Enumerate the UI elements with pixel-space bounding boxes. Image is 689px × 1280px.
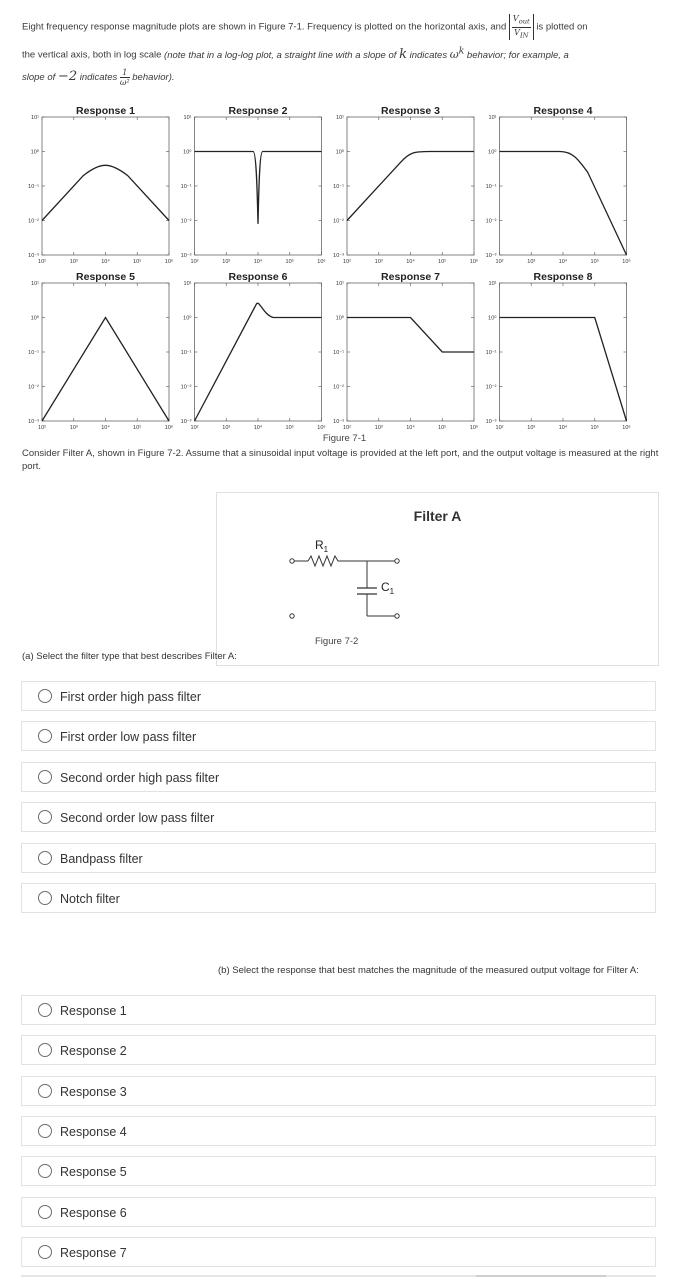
y-tick-label: 10⁻²: [485, 384, 497, 391]
radio-button[interactable]: [38, 891, 52, 905]
response-curve: [195, 303, 322, 421]
plot-frame: [347, 117, 474, 255]
x-tick-label: 10³: [374, 259, 383, 265]
y-tick-label: 10¹: [31, 115, 39, 121]
y-tick-label: 10⁻³: [180, 419, 192, 425]
option-a-second-order-high-pass[interactable]: Second order high pass filter: [21, 762, 656, 792]
x-tick-label: 10³: [222, 259, 231, 265]
plot-frame: [500, 117, 627, 255]
resistor-r1: [308, 556, 338, 566]
radio-button[interactable]: [38, 1003, 52, 1017]
y-tick-label: 10⁻³: [333, 253, 344, 259]
plot-frame: [42, 117, 169, 255]
option-b-response-2[interactable]: Response 2: [21, 1035, 656, 1065]
x-tick-label: 10⁴: [558, 425, 568, 429]
plot-frame: [195, 117, 322, 255]
x-tick-label: 10³: [69, 425, 78, 429]
x-tick-label: 10⁶: [622, 425, 631, 429]
y-tick-label: 10⁻¹: [180, 184, 192, 190]
y-tick-label: 10¹: [183, 281, 192, 287]
option-b-response-3[interactable]: Response 3: [21, 1076, 656, 1106]
x-tick-label: 10⁴: [101, 425, 110, 429]
intro-line-1-start: Eight frequency response magnitude plots are shown in Figure 7-1. Frequency is plotted on the horizontal axis, and: [22, 21, 507, 33]
response-curve: [500, 152, 627, 256]
y-tick-label: 10⁻¹: [180, 350, 192, 356]
x-tick-label: 10⁴: [101, 259, 110, 265]
output-port-bottom: [395, 614, 399, 618]
plot-title: Response 5: [76, 271, 135, 283]
radio-button[interactable]: [38, 729, 52, 743]
y-tick-label: 10¹: [488, 115, 497, 121]
plot-title: Response 7: [381, 271, 440, 283]
y-tick-label: 10¹: [488, 281, 497, 287]
plot-title: Response 1: [76, 105, 135, 117]
x-tick-label: 10³: [222, 425, 231, 429]
filter-a-title: Filter A: [413, 508, 462, 524]
y-tick-label: 10⁻¹: [485, 184, 497, 190]
plot-title: Response 2: [228, 105, 288, 117]
y-tick-label: 10⁻²: [180, 218, 192, 225]
question-a-prompt: (a) Select the filter type that best describes Filter A:: [22, 651, 237, 662]
x-tick-label: 10³: [374, 425, 383, 429]
x-tick-label: 10²: [343, 425, 351, 429]
intro-paragraph: Eight frequency response magnitude plots are shown in Figure 7-1. Frequency is plotted on the horizontal axis, and $\frac{V_{out}}{V_{IN}}$ is plotted on the vertical axis, both in log scale (note that in a log-log plot, a straight line with a slope of k indicates $\omega^k$ behavior; for example, a slope of −2 indicates $\frac{1}{\text{ω²}}$ behavior).: [22, 14, 588, 87]
input-port-bottom: [290, 614, 294, 618]
x-tick-label: 10⁶: [622, 259, 631, 265]
y-tick-label: 10⁻³: [485, 419, 497, 425]
x-tick-label: 10²: [190, 259, 199, 265]
figure-7-1-plots: [20, 97, 659, 429]
option-b-response-4[interactable]: Response 4: [21, 1116, 656, 1146]
k-symbol: k: [399, 46, 407, 62]
y-tick-label: 10¹: [336, 115, 344, 121]
x-tick-label: 10⁴: [406, 259, 415, 265]
x-tick-label: 10⁵: [133, 259, 142, 265]
y-tick-label: 10⁰: [488, 149, 497, 156]
y-tick-label: 10⁰: [183, 149, 192, 156]
option-a-bandpass[interactable]: Bandpass filter: [21, 843, 656, 873]
option-b-response-6[interactable]: Response 6: [21, 1197, 656, 1227]
y-tick-label: 10⁻³: [28, 419, 39, 425]
plot-title: Response 6: [228, 271, 288, 283]
x-tick-label: 10⁶: [164, 259, 174, 265]
filter-a-figure: [216, 492, 659, 666]
radio-button[interactable]: [38, 1164, 52, 1178]
x-tick-label: 10⁶: [317, 425, 326, 429]
filter-a-schematic: [217, 493, 658, 665]
y-tick-label: 10⁻²: [333, 384, 344, 391]
x-tick-label: 10⁶: [164, 425, 174, 429]
y-tick-label: 10⁰: [30, 315, 39, 322]
option-a-first-order-low-pass[interactable]: First order low pass filter: [21, 721, 656, 751]
x-tick-label: 10²: [190, 425, 199, 429]
vout-over-vin-magnitude: $\frac{V_{out}}{V_{IN}}$: [509, 14, 534, 40]
scroll-indicator: [21, 1275, 656, 1277]
plot-title: Response 8: [533, 271, 593, 283]
y-tick-label: 10⁻³: [28, 253, 39, 259]
radio-button[interactable]: [38, 1245, 52, 1259]
y-tick-label: 10⁻²: [485, 218, 497, 225]
response-curve: [347, 318, 474, 353]
radio-button[interactable]: [38, 851, 52, 865]
x-tick-label: 10⁶: [469, 425, 479, 429]
radio-button[interactable]: [38, 1084, 52, 1098]
y-tick-label: 10⁻³: [485, 253, 497, 259]
plot-frame: [42, 283, 169, 421]
omega-k: $\omega^k$: [449, 45, 465, 61]
output-port-top: [395, 559, 399, 563]
option-a-second-order-low-pass[interactable]: Second order low pass filter: [21, 802, 656, 832]
radio-button[interactable]: [38, 1205, 52, 1219]
x-tick-label: 10⁴: [253, 259, 263, 265]
y-tick-label: 10¹: [183, 115, 192, 121]
y-tick-label: 10⁻¹: [28, 184, 39, 190]
c1-label: $C_1$: [381, 580, 395, 596]
x-tick-label: 10⁵: [285, 259, 294, 265]
radio-button[interactable]: [38, 1043, 52, 1057]
x-tick-label: 10⁴: [253, 425, 263, 429]
x-tick-label: 10⁶: [469, 259, 479, 265]
y-tick-label: 10⁰: [183, 315, 192, 322]
intro-line-3-start: slope of: [22, 71, 56, 83]
x-tick-label: 10⁵: [438, 259, 447, 265]
option-b-response-7[interactable]: Response 7: [21, 1237, 656, 1267]
y-tick-label: 10⁻³: [333, 419, 344, 425]
figure-7-1-caption: Figure 7-1: [322, 433, 367, 444]
intro-note: (note that in a log-log plot, a straight line with a slope of: [164, 49, 397, 61]
y-tick-label: 10⁻²: [28, 218, 39, 225]
figure-7-2-caption: Figure 7-2: [315, 636, 359, 647]
x-tick-label: 10⁴: [558, 259, 568, 265]
x-tick-label: 10⁶: [317, 259, 326, 265]
option-b-response-1[interactable]: Response 1: [21, 995, 656, 1025]
y-tick-label: 10⁻¹: [485, 350, 497, 356]
x-tick-label: 10⁴: [406, 425, 415, 429]
input-port-top: [290, 559, 294, 563]
x-tick-label: 10⁵: [590, 259, 599, 265]
y-tick-label: 10⁻³: [180, 253, 192, 259]
y-tick-label: 10⁻¹: [28, 350, 39, 356]
intro-line-2-start: the vertical axis, both in log scale: [22, 49, 162, 61]
response-curve: [347, 152, 474, 221]
x-tick-label: 10³: [527, 425, 536, 429]
plot-title: Response 3: [381, 105, 440, 117]
x-tick-label: 10²: [495, 425, 504, 429]
option-b-response-5[interactable]: Response 5: [21, 1156, 656, 1186]
y-tick-label: 10¹: [336, 281, 344, 287]
y-tick-label: 10¹: [31, 281, 39, 287]
intro-line-1-end: is plotted on: [536, 21, 588, 33]
plot-title: Response 4: [533, 105, 593, 117]
y-tick-label: 10⁻²: [28, 384, 39, 391]
r1-label: $R_1$: [315, 538, 329, 554]
radio-button[interactable]: [38, 1124, 52, 1138]
y-tick-label: 10⁻²: [333, 218, 344, 225]
y-tick-label: 10⁰: [30, 149, 39, 156]
y-tick-label: 10⁻¹: [333, 184, 344, 190]
y-tick-label: 10⁻²: [180, 384, 192, 391]
x-tick-label: 10³: [527, 259, 536, 265]
x-tick-label: 10³: [69, 259, 78, 265]
slope-minus-two: −2: [57, 68, 78, 84]
x-tick-label: 10⁵: [133, 425, 142, 429]
response-curve: [195, 152, 322, 224]
x-tick-label: 10²: [38, 425, 46, 429]
x-tick-label: 10²: [495, 259, 504, 265]
x-tick-label: 10⁵: [285, 425, 294, 429]
one-over-omega-squared: $\frac{1}{\text{ω²}}$: [119, 67, 130, 87]
radio-button[interactable]: [38, 689, 52, 703]
radio-button[interactable]: [38, 770, 52, 784]
option-a-notch[interactable]: Notch filter: [21, 883, 656, 913]
consider-filter-text: Consider Filter A, shown in Figure 7-2. Assume that a sinusoidal input voltage is provided at the left port, and the output voltage is measured at the right port.: [22, 448, 659, 472]
x-tick-label: 10⁵: [590, 425, 599, 429]
response-curve: [42, 318, 169, 422]
y-tick-label: 10⁻¹: [333, 350, 344, 356]
x-tick-label: 10²: [38, 259, 46, 265]
option-a-first-order-high-pass[interactable]: First order high pass filter: [21, 681, 656, 711]
y-tick-label: 10⁰: [488, 315, 497, 322]
response-curve: [500, 318, 627, 422]
question-b-prompt: (b) Select the response that best matches the magnitude of the measured output voltage for Filter A:: [218, 965, 639, 976]
x-tick-label: 10⁵: [438, 425, 447, 429]
x-tick-label: 10²: [343, 259, 351, 265]
plot-frame: [500, 283, 627, 421]
radio-button[interactable]: [38, 810, 52, 824]
y-tick-label: 10⁰: [335, 149, 344, 156]
response-curve: [42, 165, 169, 220]
y-tick-label: 10⁰: [335, 315, 344, 322]
